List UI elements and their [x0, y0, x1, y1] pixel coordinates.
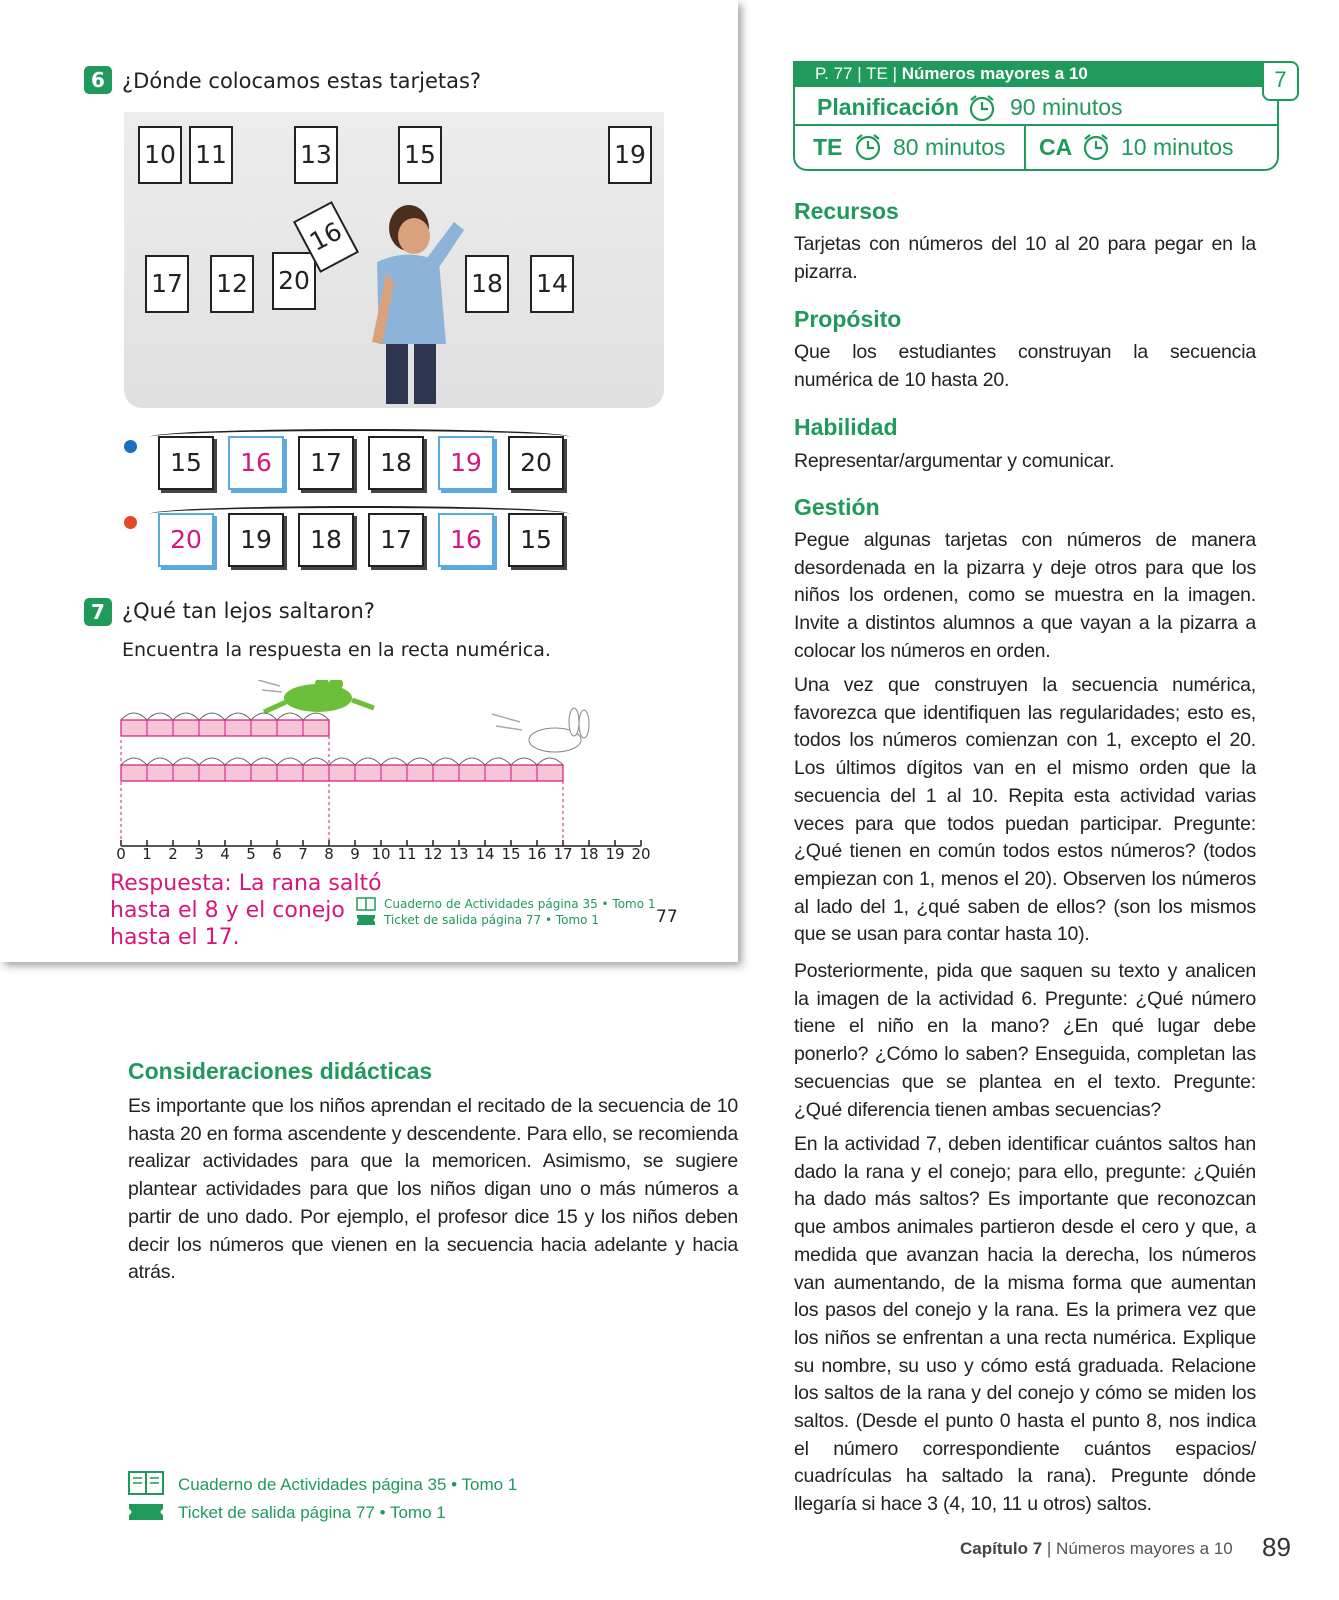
sequence-answer-card: 16: [438, 513, 494, 567]
frog-jump-arc: [147, 713, 173, 720]
rabbit-jump-arc: [121, 758, 147, 765]
tick-label: 14: [475, 845, 495, 863]
separator: |: [857, 64, 867, 83]
board-card: 10: [138, 126, 182, 184]
activity-6-number: 6: [84, 66, 112, 94]
tick-label: 6: [272, 845, 282, 863]
ca-label: CA: [1039, 134, 1073, 160]
number-line: [0, 680, 738, 870]
frog-jump-arc: [225, 713, 251, 720]
sequence-answer-card: 16: [228, 436, 284, 490]
board-card: 15: [398, 126, 442, 184]
board-card: 19: [608, 126, 652, 184]
footer-chapter-label: Capítulo 7: [960, 1539, 1043, 1558]
rabbit-jump-arc: [147, 758, 173, 765]
section-text-recursos: Tarjetas con números del 10 al 20 para pegar en la pizarra.: [794, 233, 1256, 283]
tick-label: 8: [324, 845, 334, 863]
rabbit-strip: [121, 765, 563, 781]
rabbit-jump-arc: [225, 758, 251, 765]
alarm-clock-icon: [1081, 132, 1111, 162]
workbook-ref: Cuaderno de Actividades página 35 • Tomo 1: [178, 1475, 518, 1494]
ca-time: 10 minutos: [1121, 134, 1234, 160]
frog-icon: [258, 680, 374, 712]
held-card: 16: [293, 201, 359, 273]
chapter-tab: 7: [1262, 61, 1299, 101]
sequence-card: 20: [508, 436, 564, 490]
planning-label: Planificación: [817, 94, 959, 120]
tick-label: 5: [246, 845, 256, 863]
tick-label: 13: [449, 845, 469, 863]
rabbit-jump-arc: [407, 758, 433, 765]
lesson-header: [793, 61, 1287, 171]
sequence-card: 18: [368, 436, 424, 490]
tick-label: 0: [116, 845, 126, 863]
lesson-title: Números mayores a 10: [901, 64, 1088, 83]
section-text-proposito: Que los estudiantes construyan la secuencia numérica de 10 hasta 20.: [794, 341, 1256, 391]
frog-jump-arc: [277, 713, 303, 720]
page-ref: P. 77: [815, 64, 853, 83]
tick-label: 3: [194, 845, 204, 863]
tick-label: 7: [298, 845, 308, 863]
te-time: 80 minutos: [893, 134, 1006, 160]
planning-time: 90 minutos: [1010, 94, 1123, 120]
tick-label: 12: [423, 845, 443, 863]
section-title-habilidad: Habilidad: [794, 414, 898, 440]
rabbit-jump-arc: [381, 758, 407, 765]
tick-label: 4: [220, 845, 230, 863]
sequence-card: 17: [368, 513, 424, 567]
section-text-consideraciones: Es importante que los niños aprendan el recitado de la secuencia de 10 hasta 20 en forma ascendente y descendente. Para ello, se recomienda realizar actividades para que la memoricen. Asimismo, se sugiere plantear actividades para que los niños digan uno o más números a partir de uno dado. Por ejemplo, el profesor dice 15 y los niños deben decir los números que vienen en la secuencia hacia adelante y hacia atrás.: [128, 1095, 738, 1284]
footer-chapter: [960, 1539, 1233, 1559]
rabbit-jump-arc: [277, 758, 303, 765]
student-page-number: 77: [656, 907, 678, 927]
tick-label: 19: [605, 845, 625, 863]
sequence-card: 17: [298, 436, 354, 490]
rabbit-jump-arc: [199, 758, 225, 765]
sequence-answer-card: 20: [158, 513, 214, 567]
workbook-ref: Cuaderno de Actividades página 35 • Tomo 1: [384, 897, 656, 911]
gestion-paragraph: En la actividad 7, deben identificar cuántos saltos han dado la rana y el conejo; para ello, pregunte: ¿Quién ha dado más saltos? Es importante que reconozcan que ambos animales partieron desde el cero y que, a medida que avanzan hacia la derecha, los números van aumentando, de la misma forma que aumentan los pasos del conejo y la rana. Es la primera vez que los niños se enfrentan a una recta numérica. Explique su nombre, su uso y cómo está graduada. Relacione los saltos de la rana y del conejo y cómo se miden los saltos. (Desde el punto 0 hasta el punto 8, nos indica el número correspondiente cuántos espacios/ cuadrículas ha saltado la rana). Pregunte dónde llegaría si hace 3 (4, 10, 11 u otros) saltos.: [794, 1133, 1256, 1516]
frog-jump-arc: [199, 713, 225, 720]
board-card: 11: [189, 126, 233, 184]
tick-label: 11: [397, 845, 417, 863]
alarm-clock-icon: [853, 132, 883, 162]
sequence-card: 19: [228, 513, 284, 567]
gestion-paragraph: Una vez que construyen la secuencia numérica, favorezca que identifiquen las regularidades; esto es, todos los números comienzan con 1, excepto el 20. Los últimos dígitos van en el mismo orden que la secuencia del 1 al 10. Repita esta actividad varias veces para que todos puedan participar. Pregunte: ¿Qué tienen en común todos estos números? (todos empiezan con 1, menos el 20). Observen los números al lado del 1, ¿qué saben de ellos? (son los mismos que se usan para contar hasta 10).: [794, 674, 1256, 946]
footer-chapter-title: Números mayores a 10: [1056, 1539, 1233, 1558]
sequence-card: 15: [508, 513, 564, 567]
rabbit-jump-arc: [303, 758, 329, 765]
rabbit-icon: [492, 708, 589, 752]
tick-label: 20: [631, 845, 651, 863]
frog-jump-arc: [303, 713, 329, 720]
lesson-type: TE: [866, 64, 888, 83]
tick-label: 16: [527, 845, 547, 863]
answer-line: hasta el 17.: [110, 925, 240, 950]
book-icon: [356, 897, 376, 911]
answer-line: hasta el 8 y el conejo: [110, 898, 345, 923]
ticket-icon: [356, 913, 376, 927]
separator: |: [892, 64, 902, 83]
header-bar: [793, 61, 1265, 87]
sequence-card: 15: [158, 436, 214, 490]
ticket-icon: [128, 1502, 164, 1522]
gestion-paragraph: Posteriormente, pida que saquen su texto y analicen la imagen de la actividad 6. Pregunte: ¿Qué número tiene el niño en la mano? ¿En qué lugar debe ponerlo? ¿Cómo lo saben? Enseguida, completan las secuencias que se plantea en el texto. Pregunte: ¿Qué diferencia tienen ambas secuencias?: [794, 960, 1256, 1121]
ticket-ref: Ticket de salida página 77 • Tomo 1: [384, 913, 599, 927]
section-title-gestion: Gestión: [794, 494, 880, 520]
tick-label: 2: [168, 845, 178, 863]
rabbit-jump-arc: [537, 758, 563, 765]
frog-jump-arc: [173, 713, 199, 720]
board-card: 18: [465, 255, 509, 313]
tick-label: 18: [579, 845, 599, 863]
board-card: 17: [145, 255, 189, 313]
section-title-consideraciones: Consideraciones didácticas: [128, 1058, 433, 1084]
tick-label: 17: [553, 845, 573, 863]
rabbit-jump-arc: [433, 758, 459, 765]
board-card: 12: [210, 255, 254, 313]
header-divider: [1024, 124, 1026, 170]
activity-7-number: 7: [84, 598, 112, 626]
section-text-habilidad: Representar/argumentar y comunicar.: [794, 450, 1115, 472]
section-title-recursos: Recursos: [794, 198, 899, 224]
alarm-clock-icon: [967, 93, 997, 123]
activity-6-question: ¿Dónde colocamos estas tarjetas?: [122, 69, 482, 93]
answer-line: Respuesta: La rana saltó: [110, 871, 382, 896]
book-icon: [128, 1471, 164, 1495]
rabbit-jump-arc: [251, 758, 277, 765]
activity-7-question: ¿Qué tan lejos saltaron?: [122, 599, 375, 623]
ticket-ref: Ticket de salida página 77 • Tomo 1: [178, 1503, 446, 1522]
rabbit-jump-arc: [459, 758, 485, 765]
rabbit-jump-arc: [511, 758, 537, 765]
tick-label: 15: [501, 845, 521, 863]
ascending-dot: [124, 440, 137, 453]
frog-jump-arc: [121, 713, 147, 720]
sequence-answer-card: 19: [438, 436, 494, 490]
descending-dot: [124, 516, 137, 529]
header-divider: [793, 124, 1279, 126]
board-card: 14: [530, 255, 574, 313]
section-title-proposito: Propósito: [794, 306, 902, 332]
tick-label: 1: [142, 845, 152, 863]
gestion-paragraph: Pegue algunas tarjetas con números de manera desordenada en la pizarra y deje otros para que los niños los ordenen, como se muestra en la imagen. Invite a distintos alumnos a que vayan a la pizarra a colocar los números en orden.: [794, 529, 1256, 662]
rabbit-jump-arc: [329, 758, 355, 765]
te-label: TE: [813, 134, 843, 160]
rabbit-jump-arc: [355, 758, 381, 765]
frog-jump-arc: [251, 713, 277, 720]
tick-label: 10: [371, 845, 391, 863]
rabbit-jump-arc: [173, 758, 199, 765]
rabbit-jump-arc: [485, 758, 511, 765]
activity-7-instruction: Encuentra la respuesta en la recta numérica.: [122, 639, 551, 661]
board-card: 13: [294, 126, 338, 184]
sequence-card: 18: [298, 513, 354, 567]
tick-label: 9: [350, 845, 360, 863]
board-card: 20: [272, 252, 316, 310]
separator: |: [1046, 1539, 1057, 1558]
page-number: 89: [1262, 1532, 1291, 1562]
student-page: [0, 0, 738, 962]
